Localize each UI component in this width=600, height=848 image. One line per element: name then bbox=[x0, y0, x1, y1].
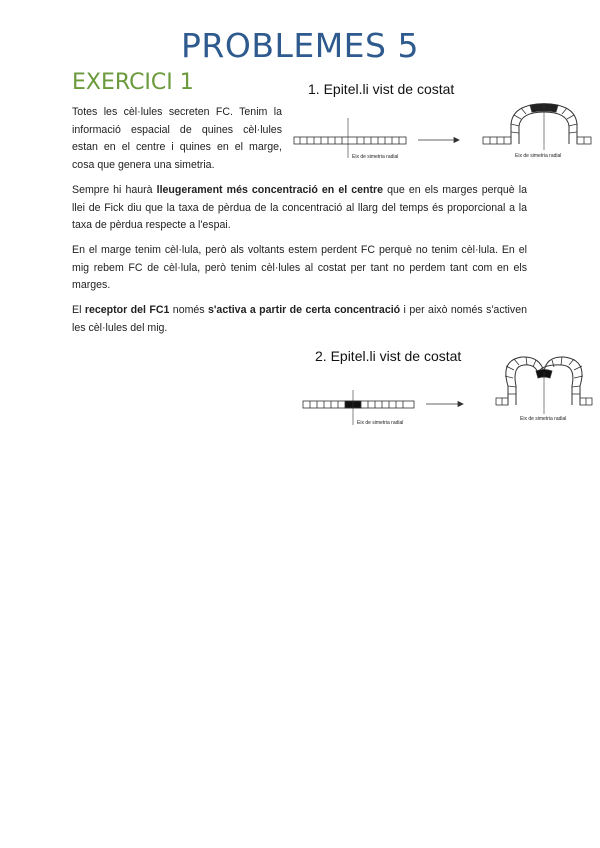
arched-epithelium bbox=[483, 104, 591, 151]
paragraph-text: El bbox=[72, 304, 85, 316]
paragraph-bold-text: s'activa a partir de certa concentració bbox=[208, 304, 401, 316]
paragraph-text: i per això només s'activen les cèl·lules del mig. bbox=[72, 304, 527, 334]
paragraph-text: Sempre hi haurà bbox=[72, 184, 157, 196]
figure-1-title: 1. Epitel.li vist de costat bbox=[308, 81, 455, 97]
figure-1-caption-left: Eix de simetria radial bbox=[352, 154, 399, 160]
flat-epithelium bbox=[294, 118, 406, 158]
folded-epithelium bbox=[496, 357, 592, 414]
paragraph-bold-text: receptor del FC1 bbox=[84, 304, 170, 316]
figure-2-title: 2. Epitel.li vist de costat bbox=[315, 348, 462, 364]
page-title: PROBLEMES 5 bbox=[181, 26, 419, 65]
paragraph-4 bbox=[72, 302, 527, 337]
paragraph-text: només bbox=[169, 304, 209, 316]
paragraph-3: En el marge tenim cèl·lula, però als voltants estem perdent FC perquè no tenim cèl·lula. En el mig rebem FC de cèl·lula, però tenim cèl·lules al costat per tant no perdem tant com en els marges. bbox=[72, 244, 527, 292]
figure-2-caption-right: Eix de simetria radial bbox=[520, 416, 567, 422]
paragraph-text: que en els marges perquè la llei de Fick diu que la taxa de pèrdua de la concentració al llarg del temps és proporcional a la taxa de pèrdua respecte a l'espai. bbox=[72, 184, 528, 232]
paragraph-2 bbox=[72, 182, 527, 235]
arrow-icon bbox=[418, 138, 459, 143]
section-heading: EXERCICI 1 bbox=[72, 70, 194, 95]
figure-2-diagram bbox=[300, 350, 595, 430]
paragraph-1: Totes les cèl·lules secreten FC. Tenim la informació espacial de quines cèl·lules estan en el centre i quines en el marge, cosa que genera una simetria. bbox=[72, 106, 282, 171]
arrow-icon bbox=[426, 402, 463, 407]
figure-1-caption-right: Eix de simetria radial bbox=[515, 153, 562, 159]
figure-1-diagram bbox=[290, 100, 590, 170]
paragraph-bold-text: lleugerament més concentració en el centre bbox=[156, 184, 384, 196]
figure-2-caption-left: Eix de simetria radial bbox=[357, 420, 404, 426]
